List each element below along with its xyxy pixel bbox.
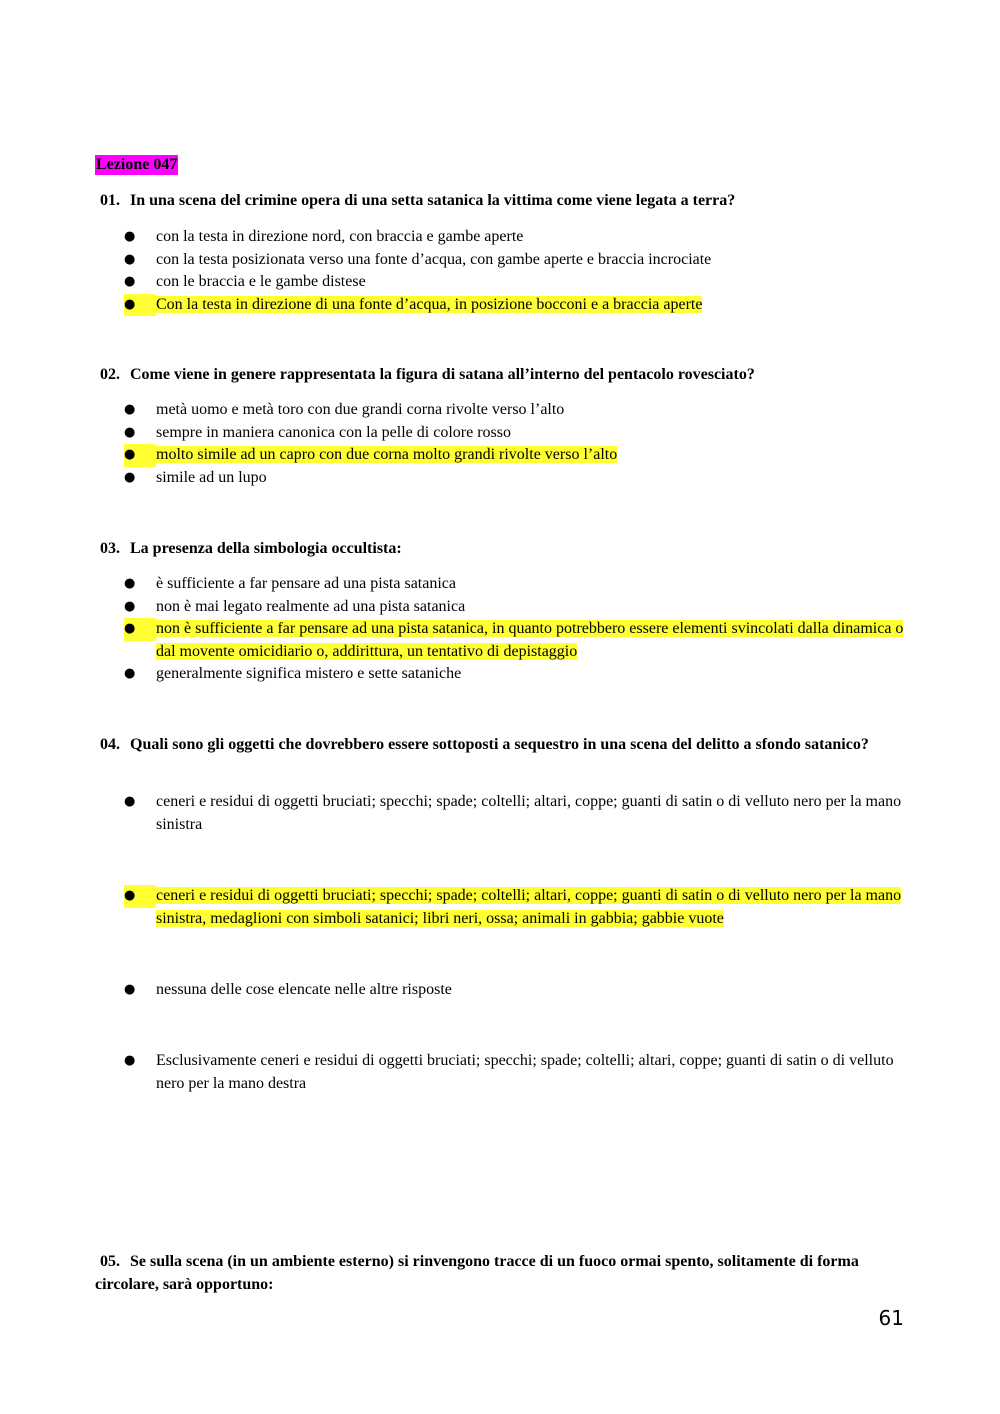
answer-option: ● è sufficiente a far pensare ad una pista satanica <box>124 573 904 596</box>
answer-option-correct <box>124 294 904 317</box>
answer-list-03 <box>124 573 904 686</box>
answer-list-02 <box>124 399 904 489</box>
answer-option: ● simile ad un lupo <box>124 467 904 490</box>
answer-option: ● ceneri e residui di oggetti bruciati; specchi; spade; coltelli; altari, coppe; guanti di satin o di velluto nero per la mano sinistra <box>124 793 902 833</box>
question-text: Quali sono gli oggetti che dovrebbero essere sottoposti a sequestro in una scena del delitto a sfondo satanico? <box>130 736 869 753</box>
bullet-icon: ● <box>124 982 136 997</box>
bullet-icon: ● <box>124 251 136 267</box>
answer-option: ● sempre in maniera canonica con la pelle di colore rosso <box>124 422 904 445</box>
question-04 <box>95 733 905 756</box>
question-number: 03. <box>100 540 120 557</box>
answer-option: ● metà uomo e metà toro con due grandi corna rivolte verso l’alto <box>124 399 904 422</box>
question-01 <box>95 189 905 212</box>
question-03 <box>95 537 905 560</box>
bullet-icon: ● <box>124 294 156 317</box>
answer-option-correct <box>124 885 904 930</box>
answer-option: ● con le braccia e le gambe distese <box>124 271 904 294</box>
answer-option: ● generalmente significa mistero e sette sataniche <box>124 663 904 686</box>
answer-option: ● con la testa posizionata verso una fonte d’acqua, con gambe aperte e braccia incrociate <box>124 249 904 272</box>
question-number: 02. <box>100 366 120 383</box>
bullet-icon: ● <box>124 229 136 244</box>
page-number: 61 <box>878 1306 904 1330</box>
bullet-icon: ● <box>124 618 156 641</box>
answer-highlight: non è sufficiente a far pensare ad una pista satanica, in quanto potrebbero essere elementi svincolati dalla dinamica o dal movente omicidiario o, addirittura, un tentativo di depistaggio <box>156 620 904 660</box>
answer-option: ● nessuna delle cose elencate nelle altre risposte <box>124 979 904 1002</box>
question-number: 04. <box>100 736 120 753</box>
bullet-icon: ● <box>124 794 136 809</box>
bullet-icon: ● <box>124 424 136 440</box>
answer-option-correct <box>124 618 904 663</box>
question-number: 05. <box>100 1253 120 1270</box>
answer-option: ● Esclusivamente ceneri e residui di oggetti bruciati; specchi; spade; coltelli; altari, coppe; guanti di satin o di velluto nero per la mano destra <box>124 1052 894 1092</box>
answer-list-04-b <box>124 885 904 930</box>
answer-highlight: Con la testa in direzione di una fonte d’acqua, in posizione bocconi e a braccia aperte <box>156 295 703 313</box>
question-text: La presenza della simbologia occultista: <box>130 540 402 557</box>
answer-list-01 <box>124 226 904 316</box>
question-text: In una scena del crimine opera di una setta satanica la vittima come viene legata a terra? <box>130 192 736 209</box>
bullet-icon: ● <box>124 1053 136 1068</box>
question-number: 01. <box>100 192 120 209</box>
question-02 <box>95 363 905 386</box>
lesson-title: Lezione 047 <box>96 156 178 173</box>
bullet-icon: ● <box>124 469 136 485</box>
answer-option: ● con la testa in direzione nord, con braccia e gambe aperte <box>124 226 904 249</box>
question-text: Se sulla scena (in un ambiente esterno) si rinvengono tracce di un fuoco ormai spento, solitamente di forma circolare, sarà opportuno: <box>95 1253 859 1293</box>
bullet-icon: ● <box>124 444 156 467</box>
question-text: Come viene in genere rappresentata la figura di satana all’interno del pentacolo rovesciato? <box>130 366 755 383</box>
answer-list-04-c <box>124 979 904 1002</box>
bullet-icon: ● <box>124 274 136 289</box>
bullet-icon: ● <box>124 598 136 614</box>
answer-option-correct <box>124 444 904 467</box>
answer-list-04-a <box>124 791 904 836</box>
answer-highlight: ceneri e residui di oggetti bruciati; specchi; spade; coltelli; altari, coppe; guanti di satin o di velluto nero per la mano sinistra, medaglioni con simboli satanici; libri neri, ossa; animali in gabbia; gabbie vuote <box>156 887 902 927</box>
bullet-icon: ● <box>124 885 156 908</box>
bullet-icon: ● <box>124 666 136 681</box>
answer-list-04-d <box>124 1050 904 1095</box>
bullet-icon: ● <box>124 402 136 417</box>
bullet-icon: ● <box>124 576 136 591</box>
answer-option: ● non è mai legato realmente ad una pista satanica <box>124 596 904 619</box>
answer-highlight: molto simile ad un capro con due corna molto grandi rivolte verso l’alto <box>156 446 618 463</box>
question-05 <box>95 1250 905 1296</box>
